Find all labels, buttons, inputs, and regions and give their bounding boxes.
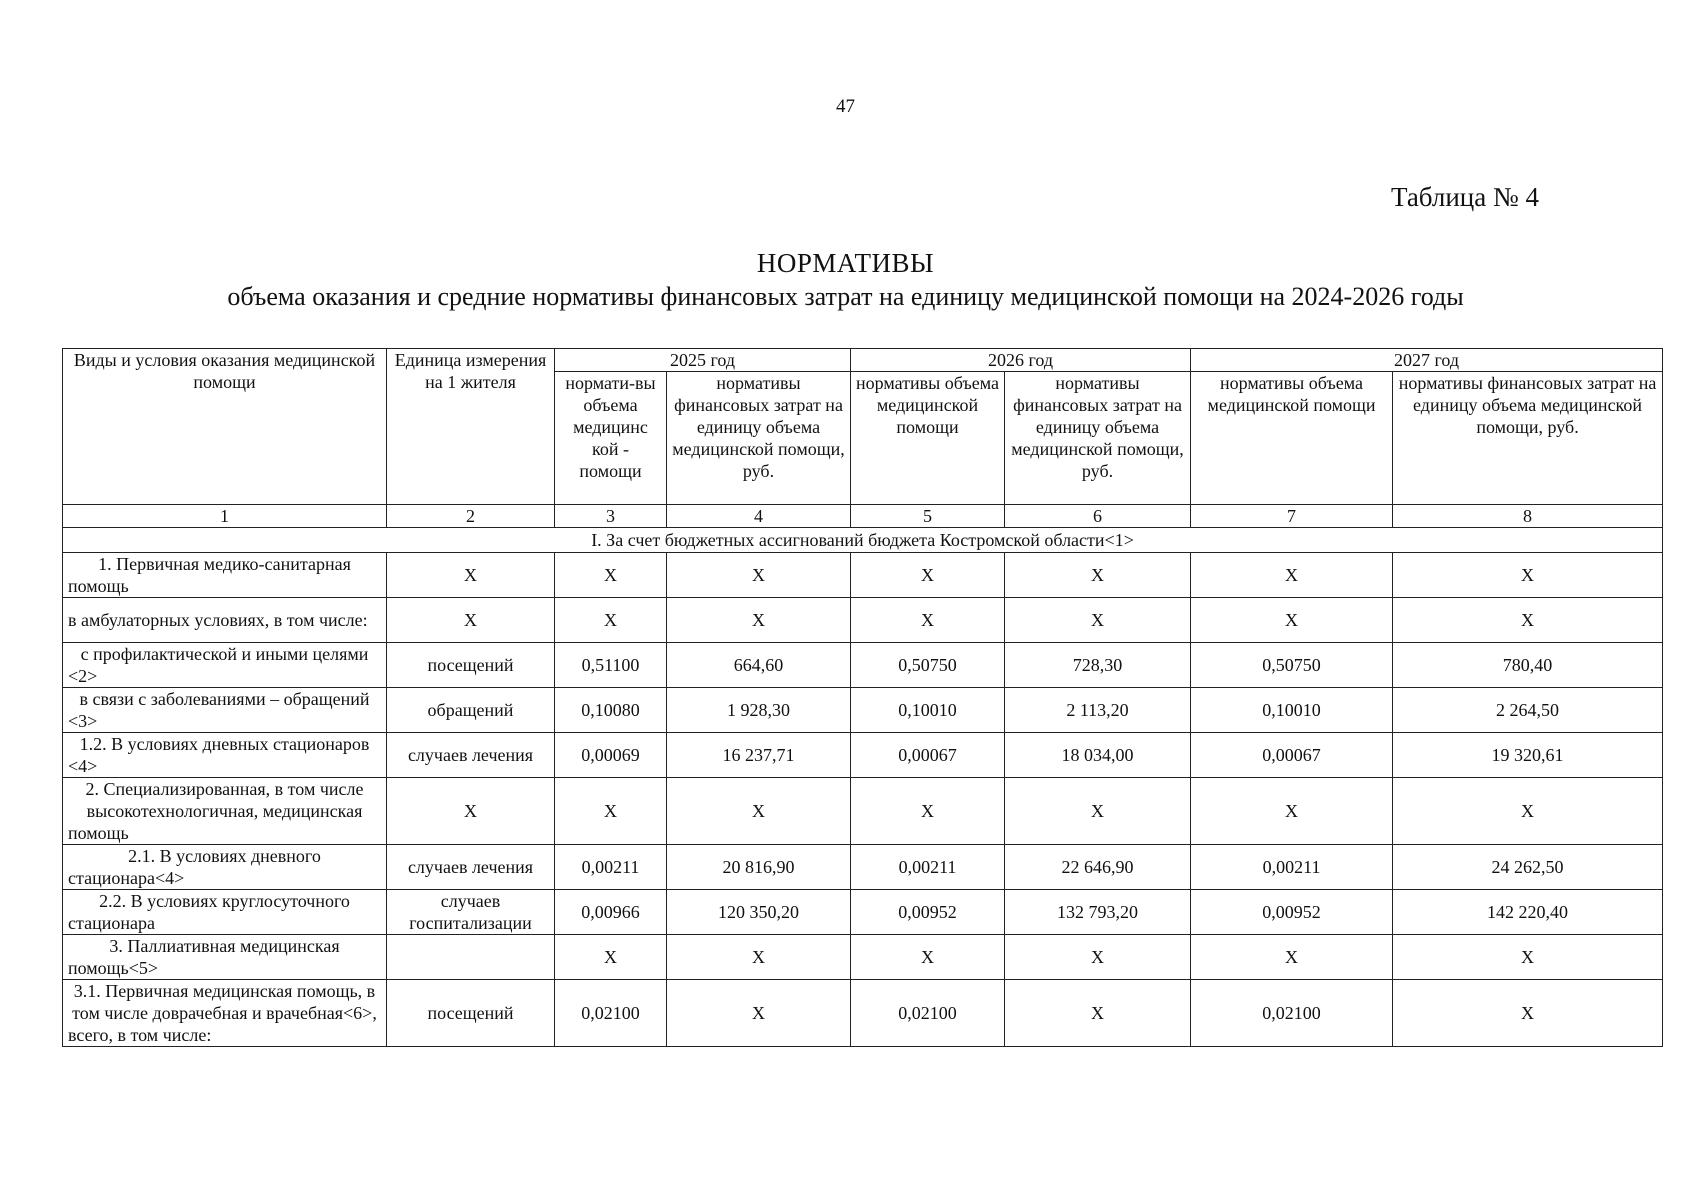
cell-2025-cost: Х [667,553,851,598]
cell-2027-cost: 780,40 [1393,643,1663,688]
header-kinds: Виды и условия оказания медицинской помощи [63,349,387,505]
cell-2027-cost: 19 320,61 [1393,733,1663,778]
cell-2026-volume: Х [851,598,1005,643]
header-year-2027: 2027 год [1191,349,1663,372]
cell-2027-volume: 0,00952 [1191,890,1393,935]
header-year-2026: 2026 год [851,349,1191,372]
cell-2025-cost: Х [667,935,851,980]
cell-2027-cost: Х [1393,980,1663,1047]
row-name: 2.1. В условиях дневного стационара<4> [63,845,387,890]
table-row [63,845,1663,890]
row-name: 3. Паллиативная медицинская помощь<5> [63,935,387,980]
row-name: 1. Первичная медико-санитарная помощь [63,553,387,598]
page-number: 47 [836,96,855,117]
header-2025-cost: нормативы финансовых затрат на единицу объема медицинской помощи, руб. [667,372,851,505]
cell-2027-cost: Х [1393,553,1663,598]
cell-2027-volume: 0,50750 [1191,643,1393,688]
header-2027-volume: нормативы объема медицинской помощи [1191,372,1393,505]
cell-2027-volume: 0,00211 [1191,845,1393,890]
column-number: 4 [667,505,851,528]
cell-2026-cost: 2 113,20 [1005,688,1191,733]
cell-2025-volume: Х [555,598,667,643]
cell-2027-cost: Х [1393,598,1663,643]
cell-2025-cost: 120 350,20 [667,890,851,935]
cell-2027-volume: Х [1191,553,1393,598]
table-row [63,778,1663,845]
row-name: 1.2. В условиях дневных стационаров <4> [63,733,387,778]
table-row [63,733,1663,778]
cell-2026-cost: Х [1005,935,1191,980]
cell-2025-volume: 0,10080 [555,688,667,733]
cell-2026-volume: 0,02100 [851,980,1005,1047]
row-unit: посещений [387,980,555,1047]
cell-2026-volume: 0,00067 [851,733,1005,778]
section-title: I. За счет бюджетных ассигнований бюджета Костромской области<1> [63,528,1663,553]
table-label: Таблица № 4 [1391,182,1539,212]
cell-2027-volume: 0,02100 [1191,980,1393,1047]
cell-2027-volume: Х [1191,935,1393,980]
cell-2025-cost: 20 816,90 [667,845,851,890]
column-number: 1 [63,505,387,528]
cell-2025-volume: Х [555,935,667,980]
norms-table [62,348,1663,1047]
cell-2026-cost: Х [1005,553,1191,598]
cell-2026-cost: Х [1005,980,1191,1047]
header-row-years [63,349,1663,372]
cell-2025-volume: Х [555,778,667,845]
table-row [63,598,1663,643]
cell-2025-volume: 0,51100 [555,643,667,688]
table-row [63,935,1663,980]
row-unit: обращений [387,688,555,733]
cell-2027-volume: Х [1191,598,1393,643]
column-number: 2 [387,505,555,528]
cell-2026-volume: 0,00211 [851,845,1005,890]
cell-2026-volume: 0,00952 [851,890,1005,935]
table-row [63,980,1663,1047]
cell-2027-volume: 0,10010 [1191,688,1393,733]
cell-2026-volume: 0,50750 [851,643,1005,688]
document-subtitle: объема оказания и средние нормативы финансовых затрат на единицу медицинской помощи на 2024-2026 годы [227,282,1464,311]
header-unit: Единица измерения на 1 жителя [387,349,555,505]
cell-2026-cost: 132 793,20 [1005,890,1191,935]
column-number: 3 [555,505,667,528]
cell-2027-cost: 142 220,40 [1393,890,1663,935]
document-title: НОРМАТИВЫ [756,248,935,278]
cell-2026-cost: Х [1005,778,1191,845]
header-2025-volume: нормати-вы объема медицинс кой - помощи [555,372,667,505]
column-number: 7 [1191,505,1393,528]
cell-2026-cost: 22 646,90 [1005,845,1191,890]
row-name: 2.2. В условиях круглосуточного стационара [63,890,387,935]
cell-2026-volume: Х [851,778,1005,845]
cell-2025-cost: 1 928,30 [667,688,851,733]
cell-2025-cost: Х [667,980,851,1047]
column-number: 8 [1393,505,1663,528]
row-unit: случаев лечения [387,845,555,890]
header-2026-cost: нормативы финансовых затрат на единицу объема медицинской помощи, руб. [1005,372,1191,505]
cell-2025-volume: 0,00966 [555,890,667,935]
cell-2027-volume: Х [1191,778,1393,845]
cell-2025-volume: 0,00211 [555,845,667,890]
table-row [63,643,1663,688]
row-unit: случаев лечения [387,733,555,778]
cell-2025-cost: 16 237,71 [667,733,851,778]
row-name: 3.1. Первичная медицинская помощь, в том числе доврачебная и врачебная<6>, всего, в том числе: [63,980,387,1047]
section-row [63,528,1663,553]
row-unit: Х [387,778,555,845]
cell-2025-cost: Х [667,778,851,845]
cell-2025-cost: 664,60 [667,643,851,688]
cell-2027-cost: 24 262,50 [1393,845,1663,890]
table-row [63,890,1663,935]
header-year-2025: 2025 год [555,349,851,372]
table-row [63,553,1663,598]
table-row [63,688,1663,733]
cell-2027-cost: 2 264,50 [1393,688,1663,733]
header-2026-volume: нормативы объема медицинской помощи [851,372,1005,505]
column-number: 6 [1005,505,1191,528]
row-name: в амбулаторных условиях, в том числе: [63,598,387,643]
cell-2025-volume: 0,02100 [555,980,667,1047]
column-numbers-row [63,505,1663,528]
cell-2025-volume: Х [555,553,667,598]
cell-2026-cost: 728,30 [1005,643,1191,688]
row-unit: Х [387,553,555,598]
cell-2026-volume: Х [851,553,1005,598]
cell-2027-cost: Х [1393,935,1663,980]
row-unit: Х [387,598,555,643]
cell-2026-volume: Х [851,935,1005,980]
cell-2025-cost: Х [667,598,851,643]
row-name: в связи с заболеваниями – обращений <3> [63,688,387,733]
column-number: 5 [851,505,1005,528]
row-unit: случаев госпитализации [387,890,555,935]
header-2027-cost: нормативы финансовых затрат на единицу объема медицинской помощи, руб. [1393,372,1663,505]
cell-2026-volume: 0,10010 [851,688,1005,733]
cell-2027-cost: Х [1393,778,1663,845]
cell-2026-cost: Х [1005,598,1191,643]
row-name: 2. Специализированная, в том числе высокотехнологичная, медицинская помощь [63,778,387,845]
cell-2026-cost: 18 034,00 [1005,733,1191,778]
row-unit: посещений [387,643,555,688]
row-name: с профилактической и иными целями <2> [63,643,387,688]
cell-2027-volume: 0,00067 [1191,733,1393,778]
row-unit [387,935,555,980]
cell-2025-volume: 0,00069 [555,733,667,778]
